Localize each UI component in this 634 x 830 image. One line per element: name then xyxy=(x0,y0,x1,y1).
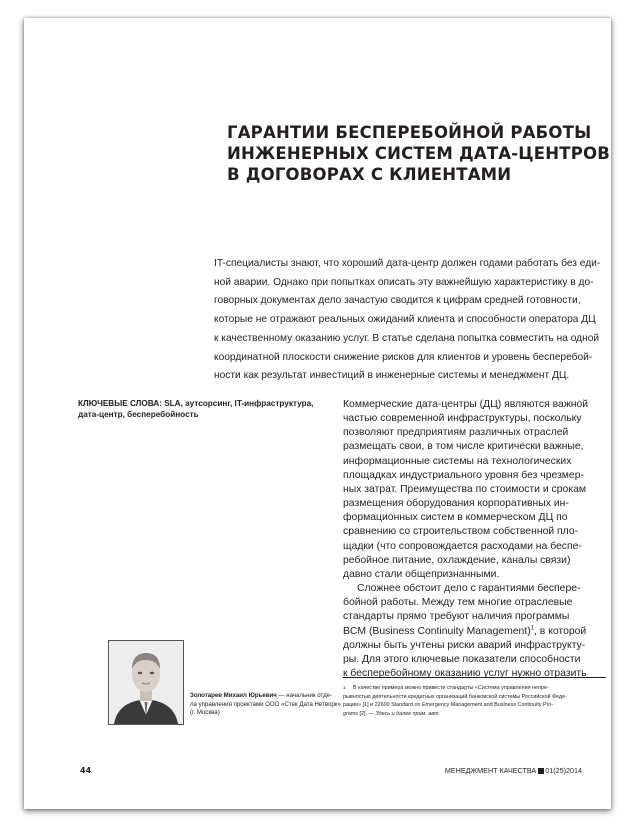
body-line: должны быть учтены риски аварий инфраструкту- xyxy=(343,639,586,651)
author-line xyxy=(190,692,338,701)
abstract-line: координатной плоскости снижение рисков для клиентов и уровень бесперебой- xyxy=(214,351,593,363)
body-line: позволяют предприятиям различных отраслей xyxy=(343,427,569,439)
body-line: к бесперебойному оказанию услуг нужно отразить xyxy=(343,667,587,679)
article-abstract xyxy=(214,255,606,386)
abstract-line: ной аварии. Однако при попытках описать эту важнейшую характеристику в до- xyxy=(214,276,594,288)
body-line: сравнению со строительством собственной пло- xyxy=(343,526,579,538)
abstract-line: к качественному оказанию услуг. В статье сделана попытка совместить на одной xyxy=(214,332,600,344)
footnote-line: рации» [1] и 22600 Standard on Emergency Management and Business Continuity Pro- xyxy=(343,702,554,709)
body-line: частью современной инфраструктуры, поскольку xyxy=(343,413,582,425)
author-line: (г. Москва) xyxy=(190,709,220,717)
author-role: — начальник отде- xyxy=(276,692,333,699)
footnote-line xyxy=(343,684,606,693)
body-line: информационные системы на технологических xyxy=(343,455,572,467)
footnote-text: В качестве примера можно привести стандарты «Система управления непре- xyxy=(353,685,549,691)
journal-name: МЕНЕДЖМЕНТ КАЧЕСТВА xyxy=(444,766,537,775)
body-line: бойной работы. Между тем многие отраслевые xyxy=(343,597,573,609)
footnote-text: grams [2]. — xyxy=(343,710,376,717)
footnote-line xyxy=(343,710,606,719)
body-line: Коммерческие дата-центры (ДЦ) являются важной xyxy=(343,399,589,410)
keywords-line: дата-центр, бесперебойность xyxy=(78,410,199,419)
author-line: ла управления проектами ООО «Стек Дата Нетворк» xyxy=(190,700,341,708)
body-text: BCM (Business Continuity Management) xyxy=(343,625,531,637)
title-line: ГАРАНТИИ БЕСПЕРЕБОЙНОЙ РАБОТЫ xyxy=(227,123,592,142)
abstract-line: которые не отражают реальных ожиданий клиента и способности оператора ДЦ xyxy=(214,314,596,326)
journal-issue: 01(25)2014 xyxy=(545,766,582,775)
author-photo xyxy=(108,640,184,725)
abstract-line: ности как результат инвестиций в инженерные системы и менеджмент ДЦ. xyxy=(214,370,570,382)
footnote-mark: 1 xyxy=(343,685,346,690)
title-line: ИНЖЕНЕРНЫХ СИСТЕМ ДАТА-ЦЕНТРОВ xyxy=(227,144,611,163)
body-line: ры. Для этого ключевые показатели способности xyxy=(343,653,581,665)
page-number: 44 xyxy=(80,766,92,775)
body-text-column xyxy=(343,398,601,681)
footnote-note: Здесь и далее прим. авт. xyxy=(375,710,440,717)
journal-page xyxy=(24,18,611,809)
body-line: давно стали общепризнанными. xyxy=(343,568,500,580)
keywords-line: КЛЮЧЕВЫЕ СЛОВА: SLA, аутсорсинг, IT-инфраструктура, xyxy=(78,399,314,408)
body-line: Сложнее обстоит дело с гарантиями беспере- xyxy=(357,583,581,595)
author-bio xyxy=(190,692,341,718)
body-line-with-footnote-ref xyxy=(343,625,601,639)
footnote-divider xyxy=(343,677,606,678)
title-line: В ДОГОВОРАХ С КЛИЕНТАМИ xyxy=(227,165,512,184)
body-line: формационных систем в коммерческом ДЦ по xyxy=(343,512,568,524)
footnote-reference: 1 xyxy=(530,625,535,632)
body-line: размещать свои, в том числе критически важные, xyxy=(343,441,584,453)
square-separator-icon xyxy=(538,768,544,774)
keywords-block xyxy=(78,398,328,420)
abstract-line: говорных документах дело зачастую сводится к цифрам средней готовности, xyxy=(214,295,581,307)
article-title xyxy=(227,122,617,185)
body-line: размещения оборудования корпоративных ин- xyxy=(343,498,569,510)
body-line: стандарты прямо требуют наличия программы xyxy=(343,611,570,623)
author-name: Золотарев Михаил Юрьевич xyxy=(190,692,277,699)
footnote-line: рывностью деятельности кредитных организаций банковской системы Российской Феде- xyxy=(343,693,567,700)
journal-footer xyxy=(445,766,582,775)
body-text: , в которой xyxy=(534,625,587,637)
body-line: щадки (что сопровождается расходами на беспе- xyxy=(343,540,582,552)
body-line: ребойное питание, охлаждение, каналы связи) xyxy=(343,554,571,566)
footnote xyxy=(343,684,606,718)
author-portrait-icon xyxy=(109,641,183,724)
body-line: площадках индустриального уровня без чрезмер- xyxy=(343,469,584,481)
body-line: ных затрат. Преимущества по стоимости и срокам xyxy=(343,483,587,495)
abstract-line: IT-специалисты знают, что хороший дата-центр должен годами работать без еди- xyxy=(214,258,601,269)
